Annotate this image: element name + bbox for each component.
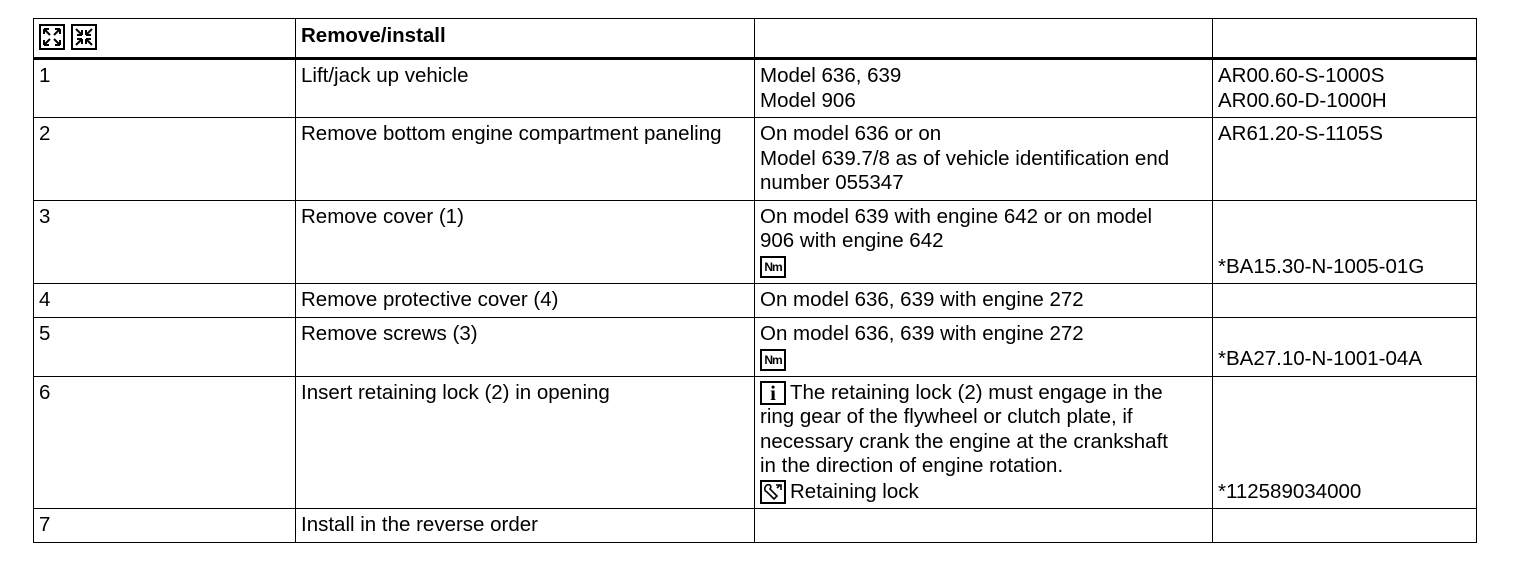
torque-nm-icon[interactable]: Nm — [760, 349, 786, 371]
note-line: On model 636, 639 with engine 272 — [760, 321, 1084, 345]
note-line: Model 906 — [760, 88, 856, 112]
step-notes — [755, 509, 1213, 543]
header-empty-cell — [755, 19, 1213, 59]
torque-nm-icon[interactable]: Nm — [760, 256, 786, 278]
table-row — [34, 376, 1477, 509]
step-references — [1213, 317, 1477, 376]
info-icon[interactable]: i — [760, 381, 786, 405]
step-notes — [755, 118, 1213, 201]
step-references — [1213, 509, 1477, 543]
spacer — [1218, 229, 1471, 254]
header-icons-cell — [34, 19, 296, 59]
reference-link[interactable]: *BA15.30-N-1005-01G — [1218, 254, 1425, 278]
spacer — [1218, 430, 1471, 455]
spacer — [1218, 205, 1471, 230]
special-tool-icon[interactable] — [760, 480, 786, 504]
step-description: Lift/jack up vehicle — [296, 59, 755, 118]
table-row — [34, 59, 1477, 118]
step-description: Remove protective cover (4) — [296, 284, 755, 318]
step-notes — [755, 200, 1213, 284]
spacer — [1218, 322, 1471, 347]
note-line: Model 636, 639 — [760, 64, 902, 87]
step-description: Remove bottom engine compartment paneling — [296, 118, 755, 201]
note-line: necessary crank the engine at the crankshaft — [760, 429, 1168, 453]
reference-link[interactable]: AR61.20-S-1105S — [1218, 122, 1383, 145]
table-row — [34, 284, 1477, 318]
step-number: 2 — [34, 118, 296, 201]
step-number: 4 — [34, 284, 296, 318]
note-line: in the direction of engine rotation. — [760, 454, 1064, 478]
collapse-icon[interactable] — [71, 24, 97, 50]
note-line: ring gear of the flywheel or clutch plate, if — [760, 405, 1133, 429]
table-header-row — [34, 19, 1477, 59]
step-description: Insert retaining lock (2) in opening — [296, 376, 755, 509]
note-line: On model 639 with engine 642 or on model — [760, 204, 1153, 228]
header-title: Remove/install — [301, 24, 446, 47]
step-number: 7 — [34, 509, 296, 543]
step-notes — [755, 317, 1213, 376]
reference-link[interactable]: AR00.60-D-1000H — [1218, 88, 1387, 112]
header-title-cell — [296, 19, 755, 59]
spacer — [1218, 454, 1471, 479]
torque-line — [760, 255, 1207, 280]
table-row — [34, 509, 1477, 543]
torque-line — [760, 347, 1207, 372]
note-line — [760, 381, 1207, 406]
reference-link[interactable]: AR00.60-S-1000S — [1218, 64, 1385, 87]
tool-line — [760, 480, 1207, 505]
step-notes — [755, 376, 1213, 509]
table-row — [34, 118, 1477, 201]
step-references — [1213, 59, 1477, 118]
note-line: 906 with engine 642 — [760, 229, 944, 252]
expand-icon[interactable] — [39, 24, 65, 50]
reference-link[interactable]: *BA27.10-N-1001-04A — [1218, 347, 1422, 370]
note-line: number 055347 — [760, 171, 904, 194]
step-notes — [755, 284, 1213, 318]
spacer — [1218, 381, 1471, 406]
note-line: Model 639.7/8 as of vehicle identification end — [760, 146, 1170, 170]
step-number: 1 — [34, 59, 296, 118]
note-text: The retaining lock (2) must engage in the — [790, 380, 1163, 404]
header-empty-cell — [1213, 19, 1477, 59]
table-row — [34, 317, 1477, 376]
step-description: Remove screws (3) — [296, 317, 755, 376]
note-line: On model 636 or on — [760, 122, 942, 145]
step-notes — [755, 59, 1213, 118]
step-references — [1213, 376, 1477, 509]
step-number: 5 — [34, 317, 296, 376]
step-number: 6 — [34, 376, 296, 509]
tool-label: Retaining lock — [790, 479, 919, 503]
step-references — [1213, 284, 1477, 318]
spacer — [1218, 405, 1471, 430]
step-references — [1213, 118, 1477, 201]
reference-link[interactable]: *112589034000 — [1218, 479, 1362, 503]
step-references — [1213, 200, 1477, 284]
step-description: Install in the reverse order — [296, 509, 755, 543]
step-number: 3 — [34, 200, 296, 284]
table-row — [34, 200, 1477, 284]
step-description: Remove cover (1) — [296, 200, 755, 284]
note-line: On model 636, 639 with engine 272 — [760, 288, 1084, 311]
procedure-table — [33, 18, 1477, 543]
